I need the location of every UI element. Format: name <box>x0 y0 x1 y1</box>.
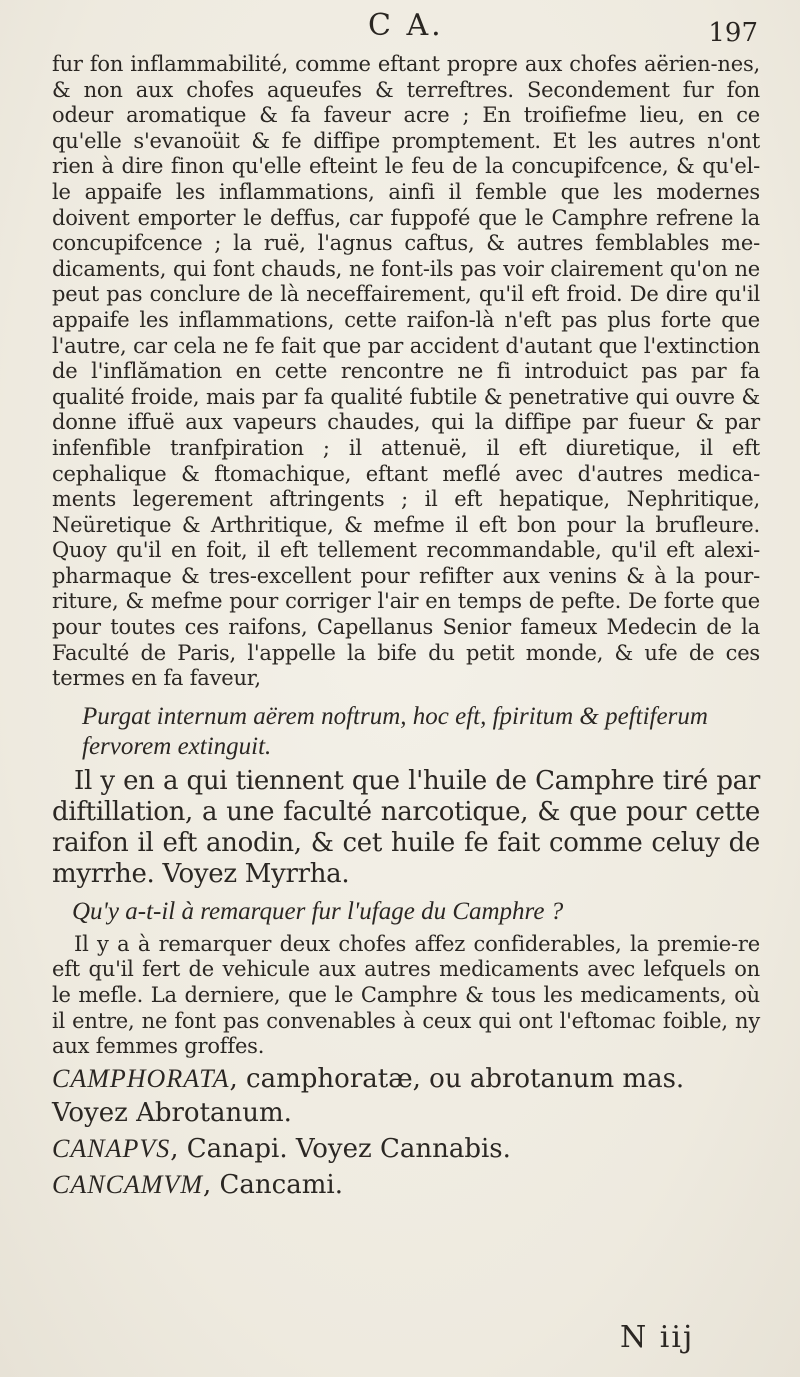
answer-paragraph: Il y a à remarquer deux chofes affez confiderables, la premie-re eft qu'il fert de vehicule aux autres medicaments avec lefquels on le mefle. La derniere, que le Camphre & tous les medicaments, où il entre, ne font pas convenables à ceux qui ont l'eftomac foible, ny aux femmes groffes. <box>52 931 760 1059</box>
paragraph-1: fur fon inflammabilité, comme eftant propre aux chofes aërien-nes, & non aux chofes aqueufes & terreftres. Secondement fur fon odeur aromatique & fa faveur acre ; En troifiefme lieu, en ce qu'elle s'evanoüit & fe diffipe promptement. Et les autres n'ont rien à dire finon qu'elle efteint le feu de la concupifcence, & qu'el-le appaife les inflammations, ainfi il femble que les modernes doivent emporter le deffus, car fuppofé que le Camphre refrene la concupifcence ; la ruë, l'agnus caftus, & autres femblables me-dicaments, qui font chauds, ne font-ils pas voir clairement qu'on ne peut pas conclure de là neceffairement, qu'il eft froid. De dire qu'il appaife les inflammations, cette raifon-là n'eft pas plus forte que l'autre, car cela ne fe fait que par accident d'autant que l'extinction de l'inflămation en cette rencontre ne fi introduict pas par fa qualité froide, mais par fa qualité fubtile & penetrative qui ouvre & donne iffuë aux vapeurs chaudes, qui la diffipe par fueur & par infenfible tranfpiration ; il attenuë, il eft diuretique, il eft cephalique & ftomachique, eftant meflé avec d'autres medica-ments legerement aftringents ; il eft hepatique, Nephritique, Neüretique & Arthritique, & mefme il eft bon pour la brufleure. Quoy qu'il en foit, il eft tellement recommandable, qu'il eft alexi-pharmaque & tres-excellent pour refifter aux venins & à la pour-riture, & mefme pour corriger l'air en temps de pefte. De forte que pour toutes ces raifons, Capellanus Senior fameux Medecin de la Faculté de Paris, l'appelle la bife du petit monde, & ufe de ces termes en fa faveur, <box>52 52 760 691</box>
entry-text: , Canapi. Voyez Cannabis. <box>170 1133 511 1164</box>
question-heading: Qu'y a-t-il à remarquer fur l'ufage du Camphre ? <box>72 897 564 925</box>
entry-canapus <box>52 1132 760 1166</box>
entry-text: , Cancami. <box>203 1169 343 1200</box>
signature-mark: N iij <box>620 1320 695 1355</box>
entry-headword: CAMPHORATA <box>52 1063 230 1093</box>
entry-headword: CANAPVS <box>52 1133 171 1163</box>
entry-camphorata <box>52 1062 760 1130</box>
latin-quotation: Purgat internum aërem noftrum, hoc eft, fpiritum & peftiferum fervorem extinguit. <box>82 702 708 760</box>
entry-text: , camphoratæ, ou abrotanum mas. Voyez Abrotanum. <box>52 1063 685 1128</box>
paragraph-2: Il y en a qui tiennent que l'huile de Camphre tiré par diftillation, a une faculté narcotique, & que pour cette raifon il eft anodin, & cet huile fe fait comme celuy de myrrhe. Voyez Myrrha. <box>52 765 760 889</box>
entry-headword: CANCAMVM <box>52 1169 203 1199</box>
page-number: 197 <box>708 18 758 48</box>
running-title: C A. <box>368 8 444 43</box>
entry-cancamum <box>52 1168 760 1202</box>
running-head <box>0 8 800 52</box>
